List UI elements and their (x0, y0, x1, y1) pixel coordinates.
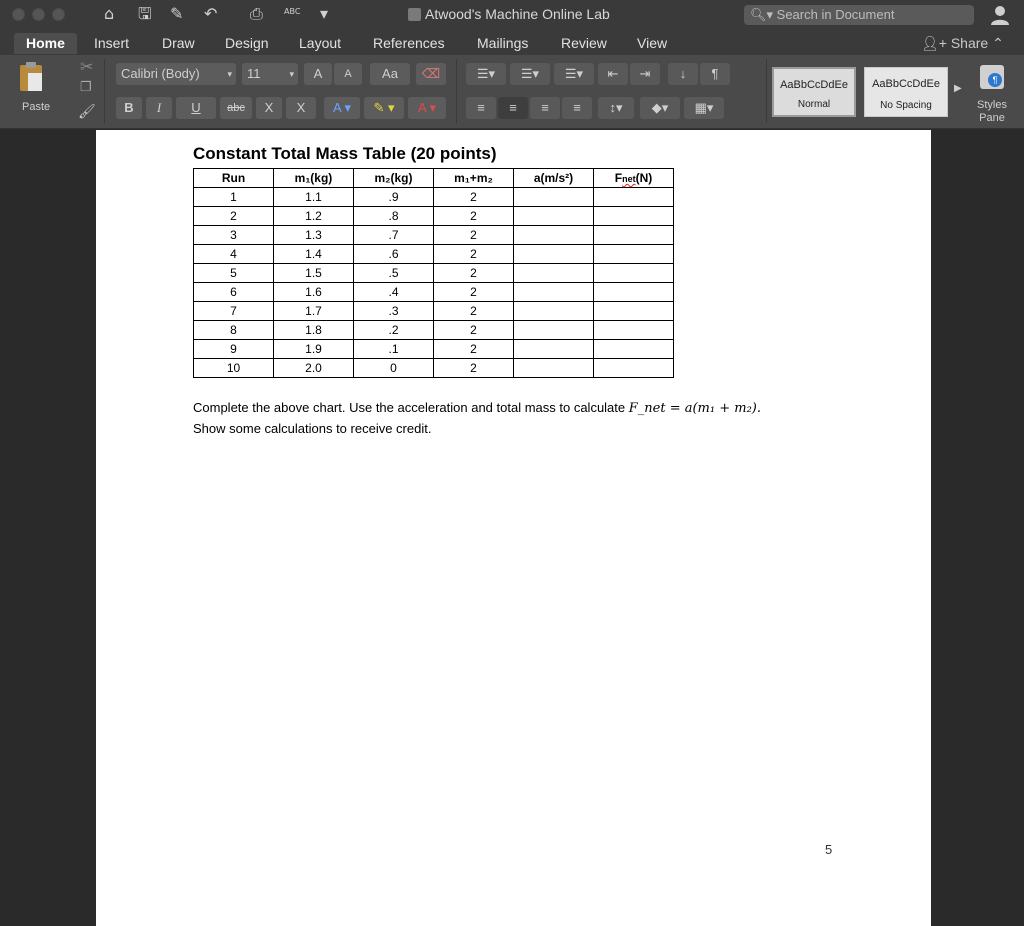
edit-icon[interactable]: ✎ (170, 4, 184, 23)
table-cell[interactable]: 9 (194, 340, 274, 359)
format-painter-icon[interactable]: 🖌︎ (78, 103, 96, 119)
superscript-button[interactable]: X (286, 97, 316, 119)
close-window-button[interactable] (12, 8, 25, 21)
home-icon[interactable]: ⌂ (104, 4, 115, 23)
table-cell[interactable] (514, 264, 594, 283)
formula: F_net = a(m₁ + m₂). (628, 401, 761, 416)
paste-label: Paste (22, 101, 51, 113)
table-row (194, 207, 674, 226)
account-icon[interactable] (990, 4, 1010, 26)
subscript-button[interactable]: X (256, 97, 282, 119)
table-cell[interactable]: .9 (354, 188, 434, 207)
clipboard-icon (18, 61, 44, 93)
table-cell[interactable] (514, 321, 594, 340)
table-cell[interactable]: 7 (194, 302, 274, 321)
table-cell[interactable]: 2 (434, 245, 514, 264)
table-row (194, 226, 674, 245)
table-cell[interactable]: 2 (434, 340, 514, 359)
column-header: m₁(kg) (274, 169, 354, 188)
table-cell[interactable]: 1 (194, 188, 274, 207)
table-header-row (194, 169, 674, 188)
table-cell[interactable]: 2 (434, 264, 514, 283)
table-cell[interactable] (514, 283, 594, 302)
column-header: Run (194, 169, 274, 188)
grow-font-button[interactable]: A (304, 63, 332, 85)
table-cell[interactable]: 1.5 (274, 264, 354, 283)
table-cell[interactable]: 2 (194, 207, 274, 226)
tab-view[interactable]: View (637, 35, 668, 51)
table-cell[interactable]: 2 (434, 188, 514, 207)
table-cell[interactable]: 5 (194, 264, 274, 283)
table-row (194, 188, 674, 207)
table-cell[interactable]: 1.7 (274, 302, 354, 321)
table-cell[interactable] (594, 188, 674, 207)
italic-button[interactable]: I (146, 97, 172, 119)
increase-indent-icon[interactable]: ⇥ (630, 63, 660, 85)
font-name-select[interactable]: Calibri (Body) ▾ (116, 63, 236, 85)
print-icon[interactable]: ⎙ (250, 4, 263, 23)
table-row (194, 245, 674, 264)
show-marks-icon[interactable]: ¶ (700, 63, 730, 85)
table-cell[interactable]: .1 (354, 340, 434, 359)
table-cell[interactable]: 1.8 (274, 321, 354, 340)
table-cell[interactable]: 10 (194, 359, 274, 378)
table-cell[interactable]: .4 (354, 283, 434, 302)
paste-button[interactable] (18, 61, 52, 101)
decrease-indent-icon[interactable]: ⇤ (598, 63, 628, 85)
styles-gallery-arrow-icon[interactable]: ▶ (954, 83, 962, 94)
collapse-ribbon-icon[interactable]: ⌃ (992, 35, 1004, 51)
align-right-icon[interactable]: ≡ (530, 97, 560, 119)
table-cell[interactable] (594, 340, 674, 359)
style-normal[interactable]: AaBbCcDdEe Normal (772, 67, 856, 117)
table-cell[interactable] (594, 207, 674, 226)
styles-pane-button[interactable]: ¶ Styles Pane (972, 63, 1012, 127)
table-row (194, 283, 674, 302)
table-row (194, 321, 674, 340)
table-cell[interactable]: 1.2 (274, 207, 354, 226)
table-cell[interactable]: 2.0 (274, 359, 354, 378)
document-page[interactable] (96, 130, 931, 926)
tab-mailings[interactable]: Mailings (477, 35, 529, 51)
table-cell[interactable] (514, 226, 594, 245)
column-header: a(m/s²) (514, 169, 594, 188)
table-cell[interactable]: 2 (434, 226, 514, 245)
table-cell[interactable]: .7 (354, 226, 434, 245)
add-person-icon: 👤︎+ (921, 35, 951, 51)
font-color-button[interactable]: A ▾ (408, 97, 446, 119)
multilevel-list-icon[interactable]: ☰▾ (554, 63, 594, 85)
borders-icon[interactable]: ▦▾ (684, 97, 724, 119)
highlight-icon[interactable]: ✎ ▾ (364, 97, 404, 119)
save-icon[interactable]: 🖫 (138, 4, 152, 23)
change-case-button[interactable]: Aa (370, 63, 410, 85)
shading-icon[interactable]: ◆▾ (640, 97, 680, 119)
table-cell[interactable] (594, 264, 674, 283)
title-bar (0, 0, 1024, 30)
table-cell[interactable]: 1.9 (274, 340, 354, 359)
table-cell[interactable] (514, 188, 594, 207)
styles-pane-icon: ¶ (980, 65, 1004, 89)
table-row (194, 340, 674, 359)
table-row (194, 302, 674, 321)
table-cell[interactable]: 2 (434, 302, 514, 321)
table-cell[interactable]: 4 (194, 245, 274, 264)
table-cell[interactable]: 3 (194, 226, 274, 245)
line-spacing-icon[interactable]: ↕▾ (598, 97, 634, 119)
table-body (194, 188, 674, 378)
mass-table (193, 168, 674, 378)
bullets-icon[interactable]: ☰▾ (466, 63, 506, 85)
tab-insert[interactable]: Insert (94, 35, 130, 51)
spell-check-icon[interactable]: ABC (284, 7, 301, 16)
justify-icon[interactable]: ≡ (562, 97, 592, 119)
zoom-window-button[interactable] (52, 8, 65, 21)
chevron-down-icon: ▾ (289, 69, 294, 79)
divider (766, 59, 767, 123)
minimize-window-button[interactable] (32, 8, 45, 21)
table-heading: Constant Total Mass Table (20 points) (193, 144, 497, 163)
table-cell[interactable] (514, 302, 594, 321)
table-cell[interactable] (514, 359, 594, 378)
column-header: m₂(kg) (354, 169, 434, 188)
clear-formatting-icon[interactable]: ⌫ (416, 63, 446, 85)
table-cell[interactable]: 1.3 (274, 226, 354, 245)
share-button[interactable]: 👤︎+ Share ⌃ (921, 35, 1004, 51)
table-cell[interactable]: 2 (434, 359, 514, 378)
ribbon-tabs (0, 30, 1024, 55)
column-header-fnet: Fnet(N) (594, 169, 674, 188)
table-cell[interactable]: .3 (354, 302, 434, 321)
table-cell[interactable] (594, 245, 674, 264)
word-document-icon (408, 8, 421, 21)
ribbon-home (0, 55, 1024, 129)
table-cell[interactable]: 6 (194, 283, 274, 302)
align-left-icon[interactable]: ≡ (466, 97, 496, 119)
table-cell[interactable] (594, 302, 674, 321)
underline-button[interactable]: U (176, 97, 216, 119)
style-no-spacing[interactable]: AaBbCcDdEe No Spacing (864, 67, 948, 117)
numbering-icon[interactable]: ☰▾ (510, 63, 550, 85)
sort-icon[interactable]: ↓ (668, 63, 698, 85)
table-cell[interactable]: .6 (354, 245, 434, 264)
table-cell[interactable] (594, 359, 674, 378)
table-cell[interactable] (594, 283, 674, 302)
table-cell[interactable] (514, 340, 594, 359)
table-cell[interactable]: 2 (434, 207, 514, 226)
tab-layout[interactable]: Layout (299, 35, 342, 51)
tab-draw[interactable]: Draw (162, 35, 195, 51)
tab-review[interactable]: Review (561, 35, 607, 51)
customize-toolbar-icon[interactable]: ▾ (320, 4, 329, 23)
search-icon: 🔍︎▾ (750, 7, 777, 22)
table-row (194, 359, 674, 378)
document-title: Atwood's Machine Online Lab (408, 6, 610, 22)
cut-icon[interactable]: ✂ (80, 59, 94, 76)
instruction-paragraph: Complete the above chart. Use the acceleration and total mass to calculate F_net = a(m₁ + m₂). Show some calculations to receive credit. (193, 400, 761, 436)
table-cell[interactable]: 0 (354, 359, 434, 378)
column-header: m₁+m₂ (434, 169, 514, 188)
table-cell[interactable]: 8 (194, 321, 274, 340)
chevron-down-icon: ▾ (227, 69, 232, 79)
table-cell[interactable]: .5 (354, 264, 434, 283)
divider (456, 59, 457, 123)
strikethrough-button[interactable]: abc (220, 97, 252, 119)
search-input[interactable]: 🔍︎▾ Search in Document (744, 5, 974, 25)
table-cell[interactable]: 2 (434, 321, 514, 340)
page-number: 5 (825, 842, 833, 857)
table-cell[interactable] (514, 245, 594, 264)
table-cell[interactable] (594, 226, 674, 245)
bold-button[interactable]: B (116, 97, 142, 119)
table-cell[interactable]: .8 (354, 207, 434, 226)
divider (104, 59, 105, 123)
font-size-select[interactable]: 11 ▾ (242, 63, 298, 85)
text-effects-button[interactable]: A ▾ (324, 97, 360, 119)
align-center-icon[interactable]: ≡ (498, 97, 528, 119)
undo-icon[interactable]: ↶ (204, 4, 218, 23)
copy-icon[interactable]: ❐ (80, 79, 92, 94)
tab-home[interactable]: Home (14, 33, 77, 54)
table-cell[interactable]: 2 (434, 283, 514, 302)
tab-references[interactable]: References (373, 35, 445, 51)
table-cell[interactable]: 1.6 (274, 283, 354, 302)
shrink-font-button[interactable]: A (334, 63, 362, 85)
table-cell[interactable]: .2 (354, 321, 434, 340)
tab-design[interactable]: Design (225, 35, 269, 51)
table-cell[interactable]: 1.4 (274, 245, 354, 264)
table-cell[interactable] (514, 207, 594, 226)
table-row (194, 264, 674, 283)
table-cell[interactable]: 1.1 (274, 188, 354, 207)
table-cell[interactable] (594, 321, 674, 340)
